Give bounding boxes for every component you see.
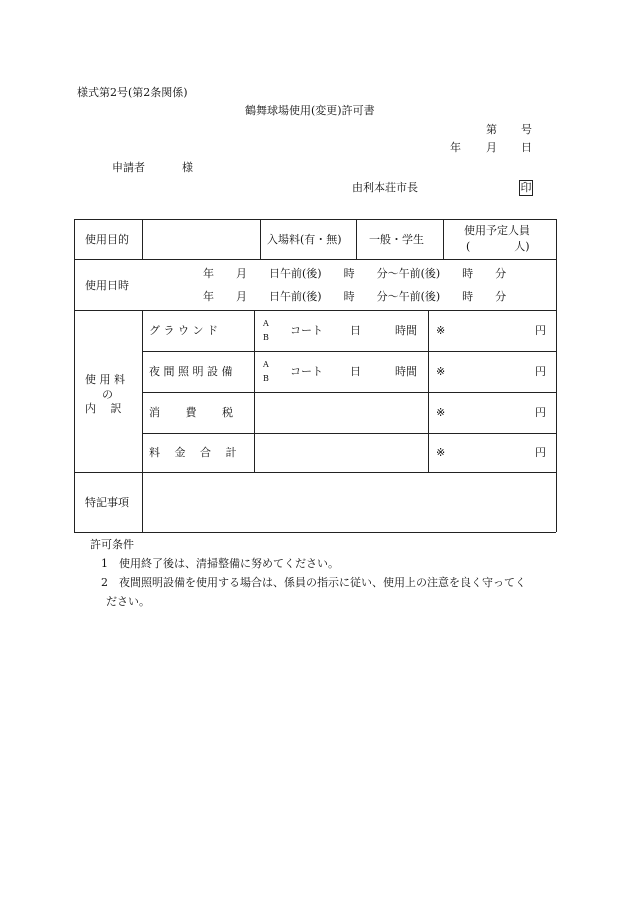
lighting-day: 日	[350, 365, 361, 378]
ground-hours: 時間	[395, 324, 417, 337]
applicant-honorific: 様	[182, 161, 193, 174]
date-year: 年	[450, 141, 461, 154]
condition-1: 1 使用終了後は、清掃整備に努めてください。	[101, 557, 339, 570]
planned-people-label: 使用予定人員	[464, 224, 530, 237]
category-label: 一般・学生	[369, 233, 424, 246]
number-go: 号	[521, 123, 532, 136]
form-number-label: 様式第2号(第2条関係)	[77, 86, 188, 99]
total-yen: 円	[535, 446, 546, 459]
datetime-row-1: 年 月 日午前(後) 時 分～午前(後) 時 分	[203, 267, 507, 280]
ground-yen: 円	[535, 324, 546, 337]
condition-2: 2 夜間照明設備を使用する場合は、係員の指示に従い、使用上の注意を良く守ってく	[101, 576, 526, 589]
lighting-mark: ※	[436, 365, 446, 378]
entrance-fee-label: 入場料(有・無)	[267, 233, 342, 246]
lighting-hours: 時間	[395, 365, 417, 378]
purpose-label: 使用目的	[85, 233, 129, 246]
ground-court-b: B	[263, 333, 269, 342]
tax-yen: 円	[535, 406, 546, 419]
lighting-court-b: B	[263, 374, 269, 383]
ground-label: グ ラ ウ ン ド	[149, 324, 218, 337]
date-day: 日	[521, 141, 532, 154]
ground-court: コート	[290, 324, 323, 337]
document-title: 鶴舞球場使用(変更)許可書	[245, 104, 375, 117]
condition-2-cont: ださい。	[106, 595, 150, 608]
total-mark: ※	[436, 446, 446, 459]
conditions-title: 許可条件	[90, 538, 134, 551]
date-month: 月	[486, 141, 497, 154]
applicant-label: 申請者	[112, 161, 145, 174]
tax-label: 消 費 税	[149, 406, 233, 419]
planned-people-count: ( 人)	[466, 240, 530, 253]
issuer-name: 由利本荘市長	[352, 181, 418, 194]
seal-stamp: 印	[520, 181, 532, 194]
datetime-row-2: 年 月 日午前(後) 時 分～午前(後) 時 分	[203, 290, 507, 303]
lighting-label: 夜 間 照 明 設 備	[149, 365, 233, 378]
datetime-label: 使用日時	[85, 279, 129, 292]
ground-day: 日	[350, 324, 361, 337]
breakdown-label-2: の	[102, 388, 113, 401]
breakdown-label-1: 使 用 料	[85, 373, 125, 386]
notes-label: 特記事項	[85, 496, 129, 509]
ground-court-a: A	[263, 319, 269, 328]
tax-mark: ※	[436, 406, 446, 419]
lighting-court-a: A	[263, 360, 269, 369]
lighting-yen: 円	[535, 365, 546, 378]
breakdown-label-3: 内 訳	[85, 402, 122, 415]
total-label: 料 金 合 計	[149, 446, 237, 459]
lighting-court: コート	[290, 365, 323, 378]
number-dai: 第	[486, 123, 497, 136]
ground-mark: ※	[436, 324, 446, 337]
